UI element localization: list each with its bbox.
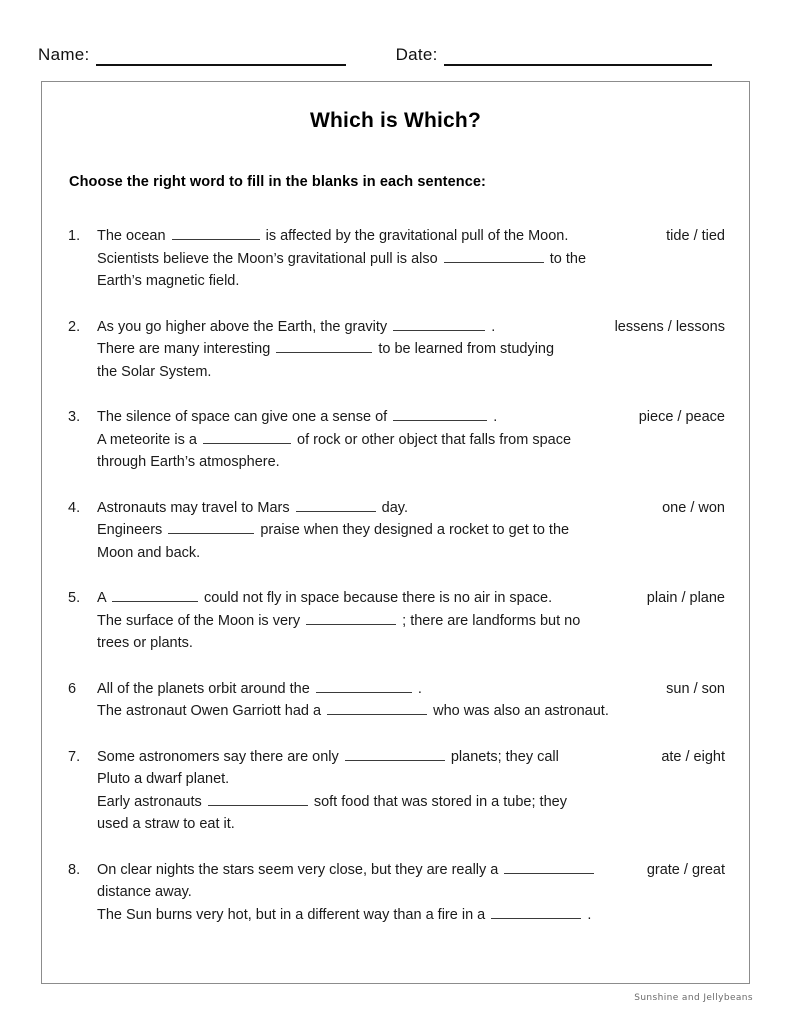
answer-blank[interactable] [296, 497, 376, 512]
answer-blank[interactable] [168, 519, 254, 534]
sentence-text-after-blank: . [493, 409, 498, 425]
question-text [97, 859, 725, 927]
page-title: Which is Which? [310, 109, 481, 132]
student-info-header [38, 40, 754, 66]
name-write-line[interactable] [96, 48, 346, 66]
sentence-text-before-blank: Scientists believe the Moon’s gravitational pull is also [97, 250, 438, 267]
question-item [42, 497, 749, 565]
sentence-text-before-blank: As you go higher above the Earth, the gravity [97, 318, 388, 335]
question-line [97, 225, 725, 248]
word-choice-pair: lessens / lessons [614, 318, 725, 335]
sentence-text-after-blank: day. [381, 499, 408, 516]
question-line [97, 451, 725, 474]
question-item [42, 678, 749, 723]
question-item [42, 859, 749, 927]
question-text [97, 406, 725, 474]
sentence-text-before-blank: The silence of space can give one a sense of [97, 409, 388, 425]
answer-blank[interactable] [444, 248, 544, 263]
answer-blank[interactable] [393, 406, 487, 421]
question-number: 8. [68, 861, 81, 878]
sentence-text-before-blank: Moon and back. [97, 544, 201, 561]
question-line [97, 338, 725, 361]
sentence-text-after-blank: ; there are landforms but no [402, 612, 581, 629]
date-label: Date: [395, 45, 438, 64]
name-label: Name: [38, 45, 90, 64]
sentence-text-before-blank: The astronaut Owen Garriott had a [97, 703, 322, 719]
question-line [97, 881, 725, 904]
question-line [97, 859, 725, 882]
answer-blank[interactable] [345, 746, 445, 761]
question-text [97, 587, 725, 655]
name-field[interactable] [38, 45, 346, 66]
question-line [97, 248, 725, 271]
answer-blank[interactable] [393, 316, 485, 331]
question-line [97, 746, 725, 769]
question-number: 4. [68, 499, 81, 516]
answer-blank[interactable] [306, 610, 396, 625]
worksheet-box [41, 81, 750, 984]
question-line [97, 904, 725, 927]
question-line [97, 678, 725, 701]
date-write-line[interactable] [444, 48, 712, 66]
question-line [97, 406, 725, 429]
sentence-text-before-blank: the Solar System. [97, 363, 212, 380]
word-choice-pair: ate / eight [661, 748, 725, 765]
sentence-text-after-blank: . [587, 906, 592, 923]
question-line [97, 542, 725, 565]
answer-blank[interactable] [112, 587, 198, 602]
question-line [97, 519, 725, 542]
sentence-text-before-blank: Some astronomers say there are only [97, 748, 339, 765]
question-line [97, 768, 725, 791]
sentence-text-after-blank: . [417, 680, 422, 697]
answer-blank[interactable] [208, 791, 308, 806]
answer-blank[interactable] [203, 429, 291, 444]
sentence-text-after-blank: to the [549, 250, 587, 267]
question-number: 1. [68, 228, 81, 244]
question-line [97, 270, 725, 293]
question-item [42, 316, 749, 384]
question-line [97, 361, 725, 384]
word-choice-pair: sun / son [666, 680, 725, 697]
sentence-text-before-blank: distance away. [97, 884, 192, 900]
sentence-text-before-blank: The surface of the Moon is very [97, 612, 301, 629]
question-number: 6 [68, 680, 77, 697]
sentence-text-before-blank: used a straw to eat it. [97, 816, 235, 832]
sentence-text-before-blank: trees or plants. [97, 635, 193, 651]
sentence-text-before-blank: A meteorite is a [97, 431, 197, 448]
sentence-text-after-blank: could not fly in space because there is no air in space. [203, 590, 553, 606]
question-number: 7. [68, 748, 81, 765]
answer-blank[interactable] [504, 859, 594, 874]
sentence-text-before-blank: On clear nights the stars seem very close, but they are really a [97, 861, 499, 878]
answer-blank[interactable] [491, 904, 581, 919]
sentence-text-after-blank: soft food that was stored in a tube; they [313, 793, 567, 810]
question-text [97, 497, 725, 565]
sentence-text-before-blank: Pluto a dwarf planet. [97, 771, 230, 787]
sentence-text-after-blank: of rock or other object that falls from space [297, 431, 572, 448]
sentence-text-before-blank: The Sun burns very hot, but in a different way than a fire in a [97, 906, 486, 923]
sentence-text-after-blank: praise when they designed a rocket to get to the [260, 522, 570, 538]
question-number: 3. [68, 409, 81, 425]
question-number: 5. [68, 590, 81, 606]
question-line [97, 610, 725, 633]
sentence-text-before-blank: Earth’s magnetic field. [97, 273, 240, 289]
question-item [42, 225, 749, 293]
sentence-text-before-blank: A [97, 590, 106, 606]
sentence-text-before-blank: The ocean [97, 228, 166, 244]
question-line [97, 497, 725, 520]
question-text [97, 225, 725, 293]
word-choice-pair: piece / peace [638, 409, 725, 425]
question-line [97, 587, 725, 610]
sentence-text-after-blank: to be learned from studying [378, 341, 555, 357]
instruction-text: Choose the right word to fill in the blanks in each sentence: [69, 174, 486, 190]
sentence-text-after-blank: . [491, 318, 496, 335]
sentence-text-after-blank: who was also an astronaut. [433, 703, 609, 719]
sentence-text-before-blank: Early astronauts [97, 793, 202, 810]
question-number: 2. [68, 318, 81, 335]
question-text [97, 746, 725, 836]
question-text [97, 678, 725, 723]
credit-footer: Sunshine and Jellybeans [634, 993, 753, 1003]
question-item [42, 406, 749, 474]
sentence-text-after-blank: planets; they call [450, 748, 559, 765]
question-list [42, 225, 749, 949]
answer-blank[interactable] [316, 678, 412, 693]
question-line [97, 700, 725, 723]
sentence-text-before-blank: Engineers [97, 522, 163, 538]
question-line [97, 791, 725, 814]
question-item [42, 587, 749, 655]
word-choice-pair: tide / tied [666, 228, 725, 244]
answer-blank[interactable] [327, 700, 427, 715]
word-choice-pair: plain / plane [646, 590, 725, 606]
question-line [97, 429, 725, 452]
question-line [97, 632, 725, 655]
sentence-text-before-blank: through Earth’s atmosphere. [97, 454, 280, 470]
answer-blank[interactable] [276, 338, 372, 353]
sentence-text-before-blank: All of the planets orbit around the [97, 680, 310, 697]
question-item [42, 746, 749, 836]
sentence-text-after-blank: is affected by the gravitational pull of the Moon. [265, 228, 569, 244]
sentence-text-before-blank: There are many interesting [97, 341, 271, 357]
question-line [97, 813, 725, 836]
sentence-text-before-blank: Astronauts may travel to Mars [97, 499, 290, 516]
word-choice-pair: grate / great [646, 861, 725, 878]
word-choice-pair: one / won [662, 499, 725, 516]
answer-blank[interactable] [172, 225, 260, 240]
date-field[interactable] [396, 45, 712, 66]
